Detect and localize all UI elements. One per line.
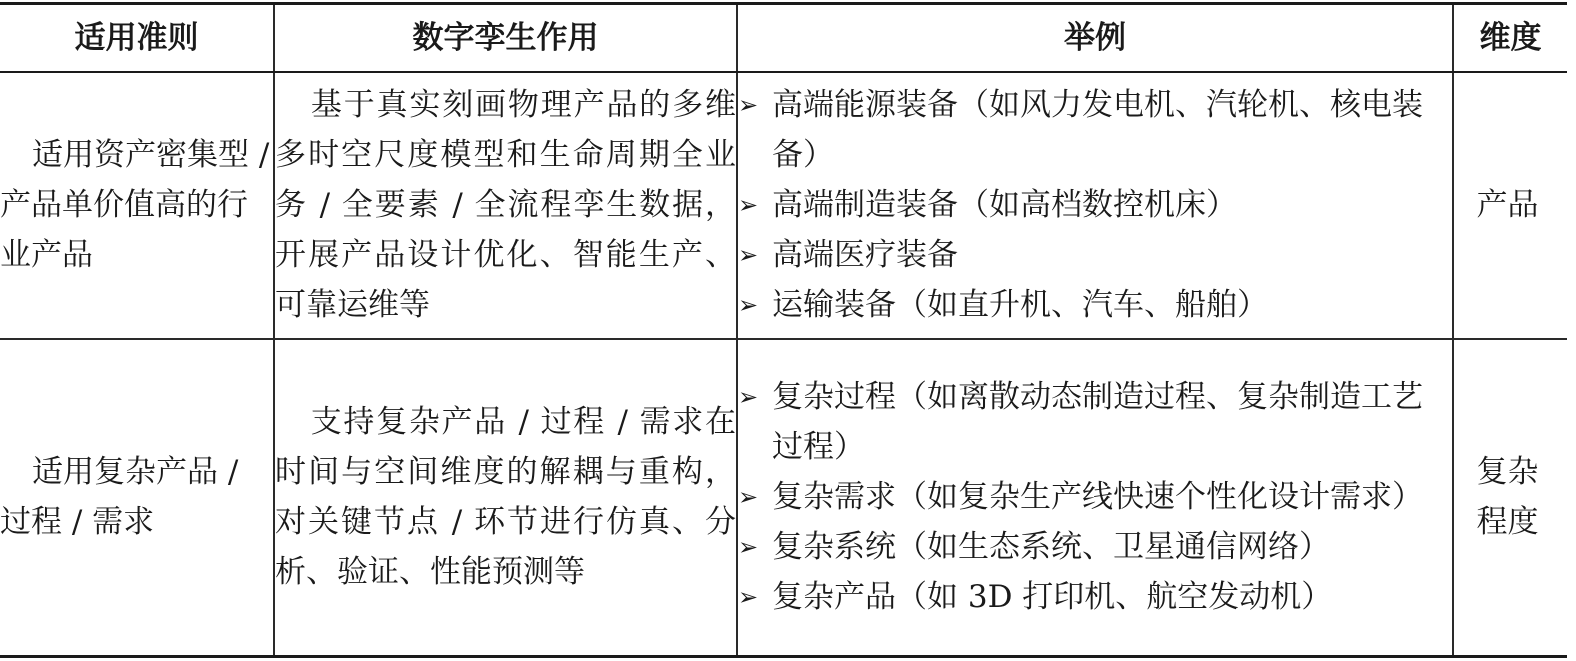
- dimension-text: 产品: [1476, 187, 1539, 223]
- role-text: 基于真实刻画物理产品的多维多时空尺度模型和生命周期全业务 / 全要素 / 全流程孪生数据，开展产品设计优化、智能生产、可靠运维等: [275, 87, 736, 323]
- role-cell: [274, 339, 737, 657]
- example-text: 复杂产品（如 3D 打印机、航空发动机）: [772, 579, 1333, 616]
- criteria-table: [0, 2, 1567, 658]
- list-item: [738, 230, 1452, 280]
- role-text: 支持复杂产品 / 过程 / 需求在时间与空间维度的解耦与重构，对关键节点 / 环节进行仿真、分析、验证、性能预测等: [275, 404, 736, 591]
- header-role: 数字孪生作用: [274, 4, 737, 72]
- table-header-row: [0, 4, 1567, 72]
- list-item: [738, 180, 1452, 230]
- example-list: [738, 80, 1452, 330]
- example-text: 复杂需求（如复杂生产线快速个性化设计需求）: [772, 479, 1423, 516]
- header-rule: 适用准则: [0, 4, 274, 72]
- arrow-bullet-icon: ➢: [738, 583, 759, 612]
- example-list: [738, 372, 1452, 622]
- arrow-bullet-icon: ➢: [738, 291, 759, 319]
- dimension-cell: [1453, 72, 1567, 339]
- example-text: 高端制造装备（如高档数控机床）: [772, 187, 1237, 223]
- list-item: [738, 280, 1452, 330]
- arrow-bullet-icon: ➢: [738, 241, 759, 269]
- rule-cell: [0, 339, 274, 657]
- header-dimension: 维度: [1453, 4, 1567, 72]
- header-examples: 举例: [737, 4, 1453, 72]
- arrow-bullet-icon: ➢: [738, 533, 759, 562]
- list-item: [738, 80, 1452, 180]
- dimension-cell: [1453, 339, 1567, 657]
- arrow-bullet-icon: ➢: [738, 483, 759, 512]
- arrow-bullet-icon: ➢: [738, 383, 759, 412]
- example-text: 复杂过程（如离散动态制造过程、复杂制造工艺过程）: [772, 379, 1423, 466]
- example-text: 高端医疗装备: [772, 237, 958, 273]
- list-item: [738, 572, 1452, 622]
- example-text: 复杂系统（如生态系统、卫星通信网络）: [772, 529, 1330, 566]
- dimension-text: 复杂程度: [1476, 454, 1539, 541]
- list-item: [738, 522, 1452, 572]
- table-row: [0, 72, 1567, 339]
- examples-cell: [737, 339, 1453, 657]
- arrow-bullet-icon: ➢: [738, 191, 759, 219]
- table-row: [0, 339, 1567, 657]
- list-item: [738, 372, 1452, 472]
- example-text: 高端能源装备（如风力发电机、汽轮机、核电装备）: [772, 87, 1423, 173]
- list-item: [738, 472, 1452, 522]
- rule-text: 适用复杂产品 / 过程 / 需求: [0, 454, 239, 541]
- role-cell: [274, 72, 737, 339]
- rule-text: 适用资产密集型 / 产品单价值高的行业产品: [0, 137, 270, 273]
- rule-cell: [0, 72, 274, 339]
- example-text: 运输装备（如直升机、汽车、船舶）: [772, 287, 1268, 323]
- arrow-bullet-icon: ➢: [738, 91, 759, 119]
- examples-cell: [737, 72, 1453, 339]
